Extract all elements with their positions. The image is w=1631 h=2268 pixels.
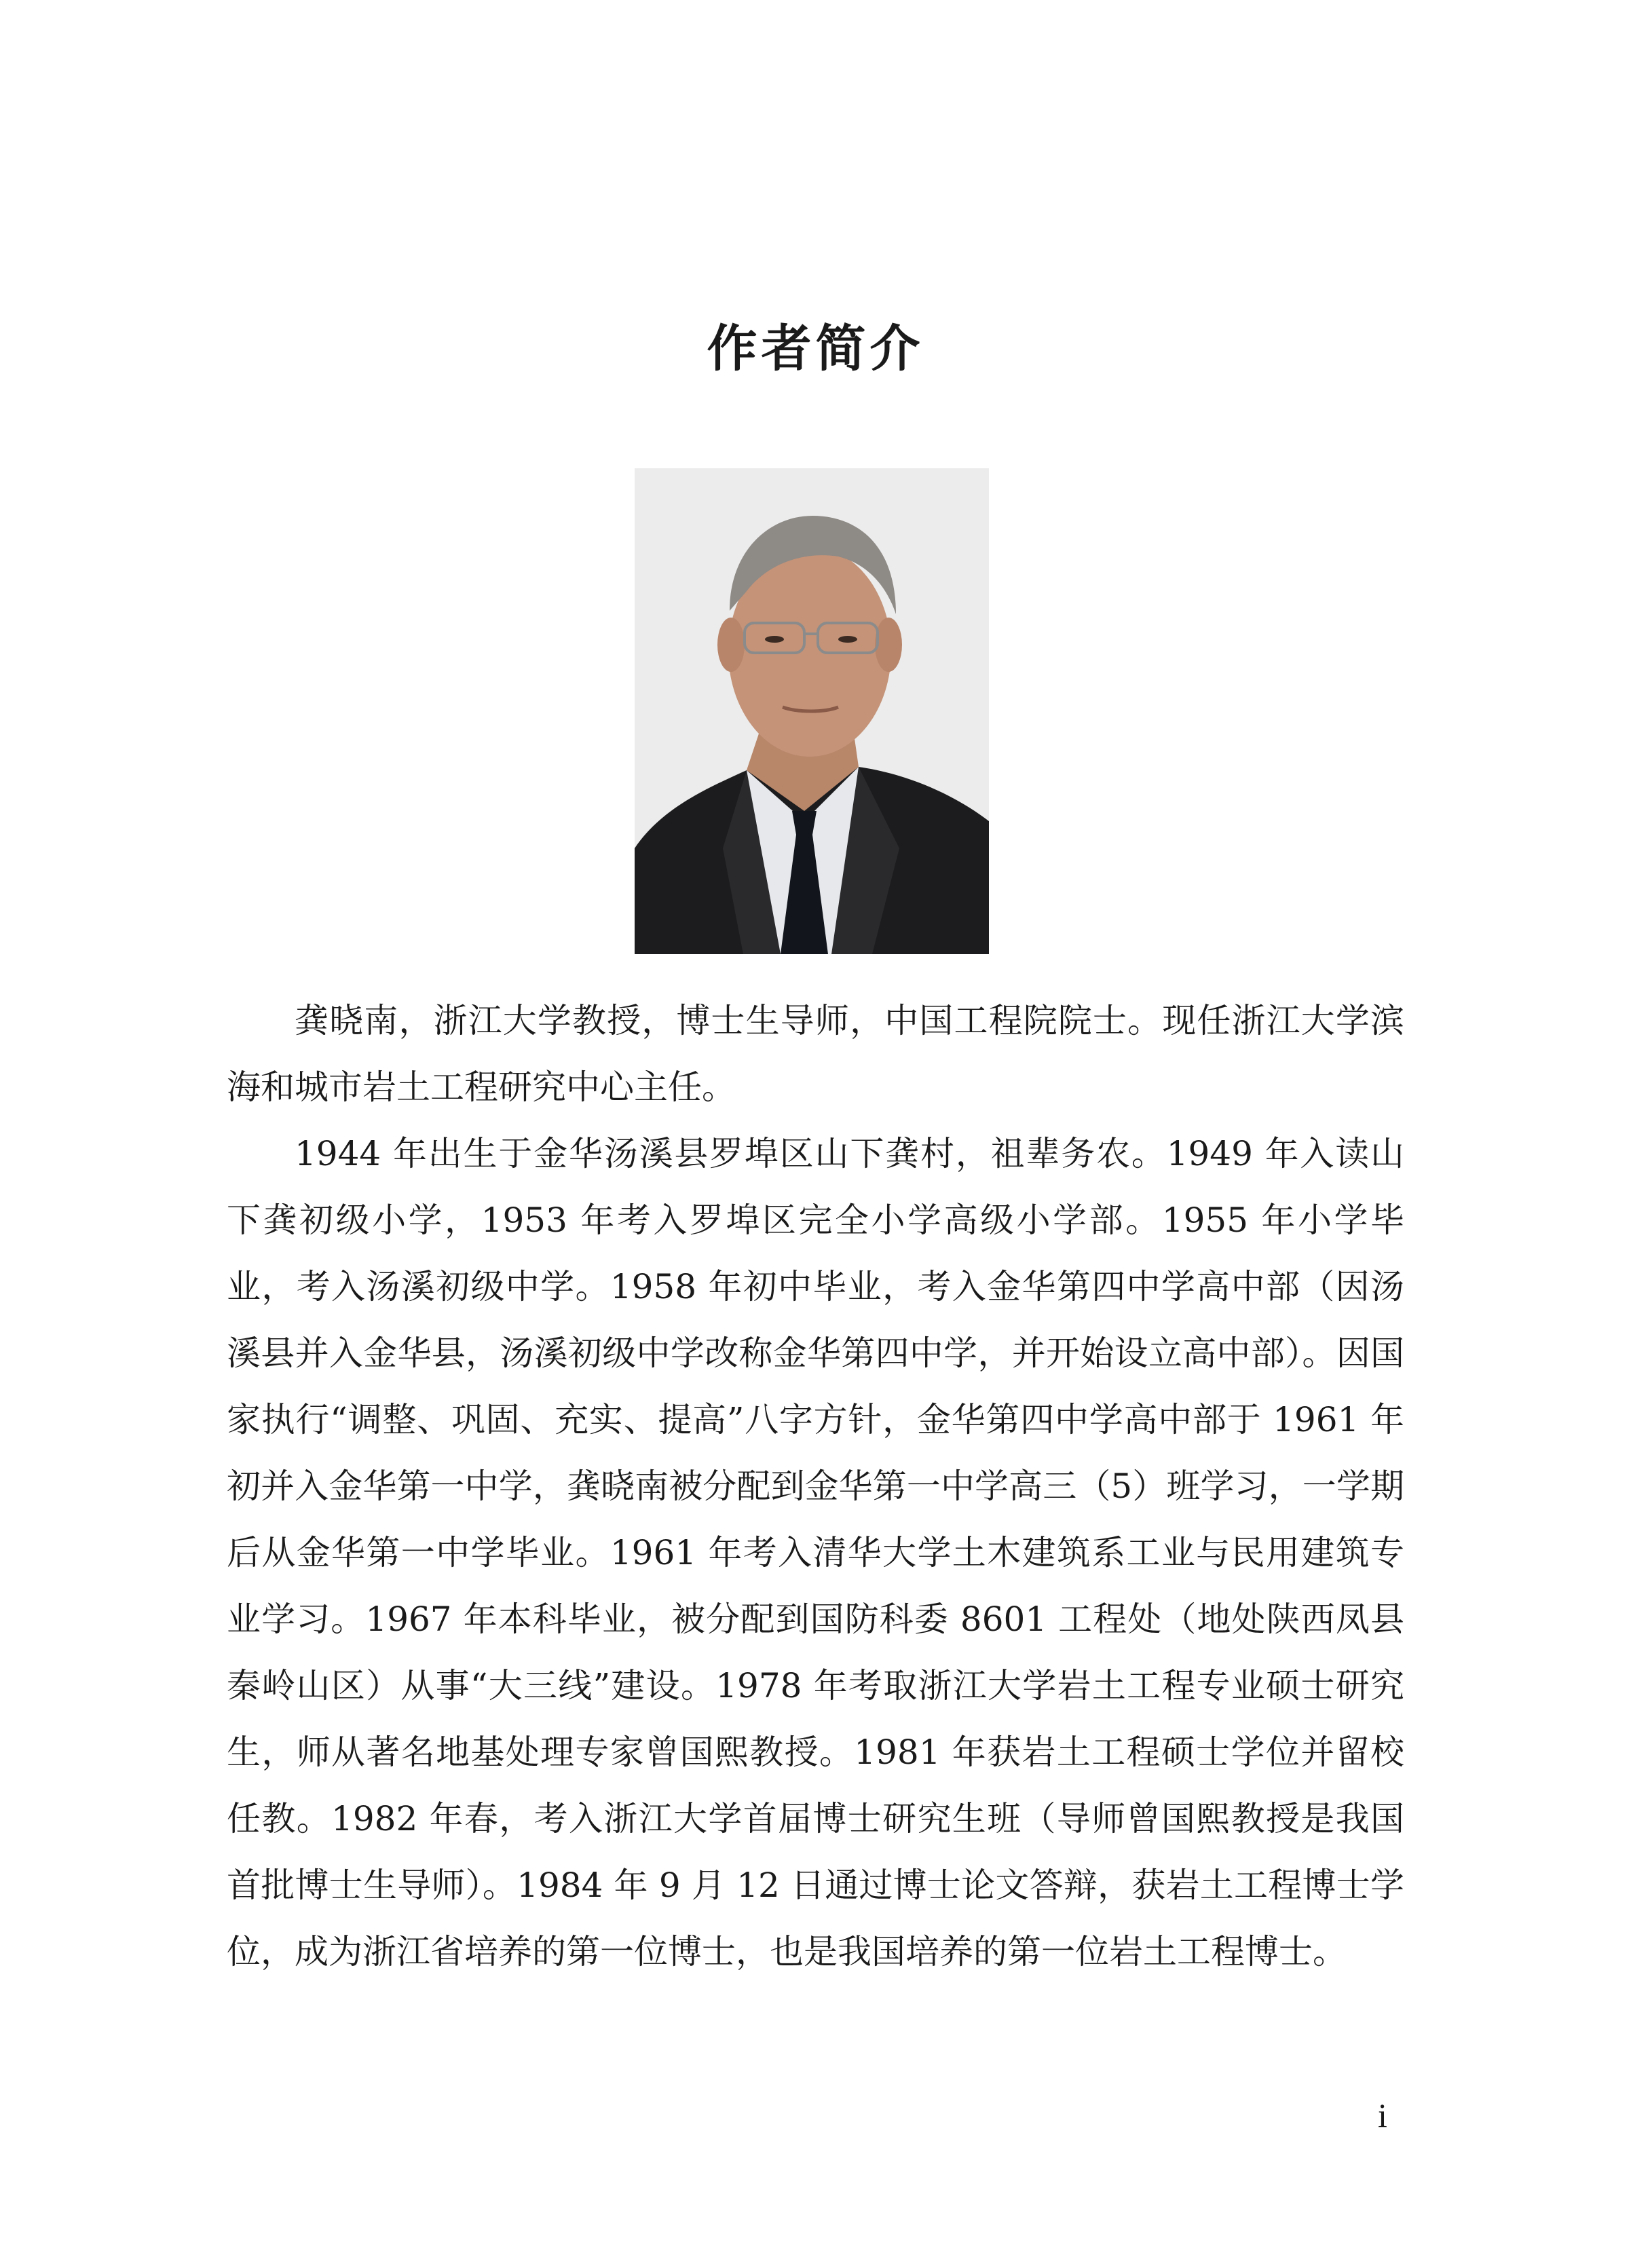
biography-paragraph-1: 龚晓南，浙江大学教授，博士生导师，中国工程院院士。现任浙江大学滨海和城市岩土工程研究中心主任。 <box>227 1001 1404 1107</box>
author-portrait <box>635 468 989 954</box>
portrait-photo-icon <box>635 468 989 954</box>
page-number: i <box>1378 2096 1387 2134</box>
biography-text <box>227 987 1404 1985</box>
biography-paragraph-2: 1944 年出生于金华汤溪县罗埠区山下龚村，祖辈务农。1949 年入读山下龚初级小学，1953 年考入罗埠区完全小学高级小学部。1955 年小学毕业，考入汤溪初级中学。1958 年初中毕业，考入金华第四中学高中部（因汤溪县并入金华县，汤溪初级中学改称金华第四中学，并开始设立高中部）。因国家执行“调整、巩固、充实、提高”八字方针，金华第四中学高中部于 1961 年初并入金华第一中学，龚晓南被分配到金华第一中学高三（5）班学习，一学期后从金华第一中学毕业。1961 年考入清华大学土木建筑系工业与民用建筑专业学习。1967 年本科毕业，被分配到国防科委 8601 工程处（地处陕西凤县秦岭山区）从事“大三线”建设。1978 年考取浙江大学岩土工程专业硕士研究生，师从著名地基处理专家曾国熙教授。1981 年获岩土工程硕士学位并留校任教。1982 年春，考入浙江大学首届博士研究生班（导师曾国熙教授是我国首批博士生导师）。1984 年 9 月 12 日通过博士论文答辩，获岩土工程博士学位，成为浙江省培养的第一位博士，也是我国培养的第一位岩土工程博士。 <box>227 1134 1404 1971</box>
page-title: 作者简介 <box>707 320 924 378</box>
